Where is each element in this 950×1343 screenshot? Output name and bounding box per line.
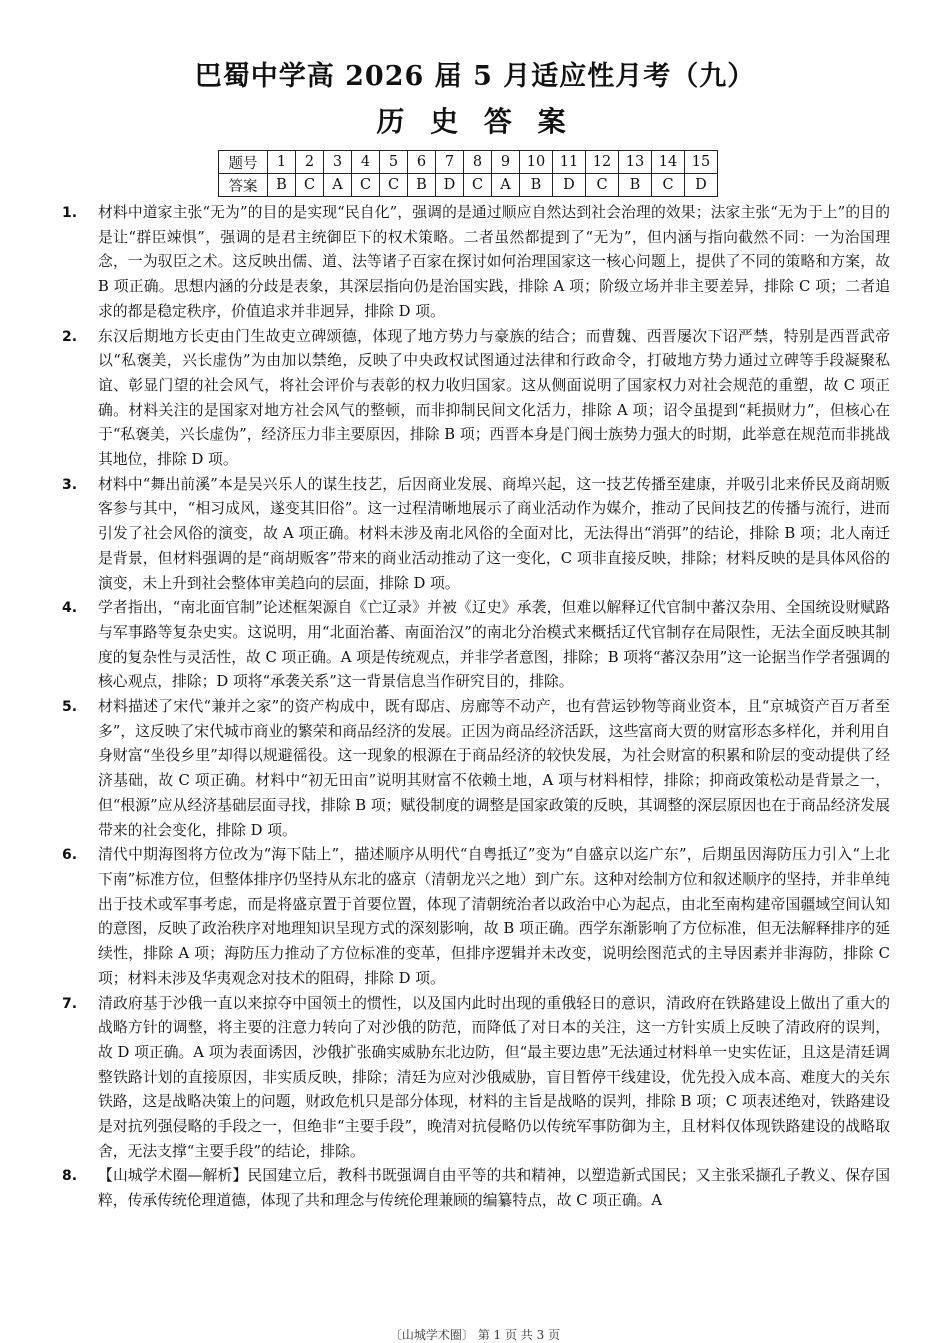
explanation-item [62,473,890,597]
question-number-cell: 3 [324,151,352,174]
answer-table-row-label: 题号 [219,151,268,174]
item-number: 7. [62,995,78,1012]
question-number-cell: 8 [464,151,492,174]
answer-table-answer-row [219,174,718,197]
item-number: 2. [62,328,78,345]
item-text: 清政府基于沙俄一直以来掠夺中国领土的惯性，以及国内此时出现的重俄轻日的意识，清政府在铁路建设上做出了重大的战略方针的调整，将主要的注意力转向了对沙俄的防范，而降低了对日本的关注，这一方针实质上反映了清政府的误判，故 D 项正确。A 项为表面诱因，沙俄扩张确实威胁东北边防，但“最主要边患”无法通过材料单一史实佐证，且这是清廷调整铁路计划的直接原因，非实质反映，排除；清廷为应对沙俄威胁，盲目暂停干线建设，优先投入成本高、难度大的关东铁路，这是战略决策上的问题，财政危机只是部分体现，材料的主旨是战略的误判，排除 B 项；C 项表述绝对，铁路建设是对抗列强侵略的手段之一，但绝非“主要手段”，晚清对抗侵略仍以传统军事防御为主，且材料仅体现铁路建设的战略取舍，无法支撑“主要手段”的结论，排除。 [98,994,890,1160]
item-number: 1. [62,205,78,221]
item-number: 5. [62,699,78,716]
question-number-cell: 2 [296,151,324,174]
item-text: 【山城学术圈—解析】民国建立后，教科书既强调自由平等的共和精神，以塑造新式国民；又主张采撷孔子教义、保存国粹，传承传统伦理道德，体现了共和理念与传统伦理兼顾的编纂特点，故 C 项正确。A [98,1167,890,1210]
explanation-item [62,596,890,695]
item-text: 材料中道家主张“无为”的目的是实现“民自化”，强调的是通过顺应自然达到社会治理的效果；法家主张“无为于上”的目的是让“群臣竦惧”，强调的是君主统御臣下的权术策略。二者虽然都提到了“无为”，但内涵与指向截然不同：一为治国理念，一为驭臣之术。这反映出儒、道、法等诸子百家在探讨如何治理国家这一核心问题上，提供了不同的策略和方案，故 B 项正确。思想内涵的分歧是表象，其深层指向仍是治国实践，排除 A 项；阶级立场并非主要差异，排除 C 项；二者追求的都是稳定秩序，价值追求并非迥异，排除 D 项。 [98,204,890,320]
item-number: 4. [62,600,78,617]
answer-cell: C [652,174,685,197]
answer-cell: C [380,174,408,197]
answer-cell: B [520,174,553,197]
page-title: 巴蜀中学高 2026 届 5 月适应性月考（九） [194,61,756,92]
question-number-cell: 1 [268,151,296,174]
question-number-cell: 14 [652,151,685,174]
answer-cell: C [352,174,380,197]
answer-cell: A [492,174,520,197]
question-number-cell: 13 [619,151,652,174]
answer-cell: B [619,174,652,197]
question-number-cell: 5 [380,151,408,174]
answer-table-number-row [219,151,718,174]
explanation-item [62,992,890,1165]
answer-table-row-label: 答案 [219,174,268,197]
question-number-cell: 7 [436,151,464,174]
answer-cell: D [436,174,464,197]
explanation-item [62,1164,890,1213]
question-number-cell: 12 [586,151,619,174]
item-text: 材料中“舞出前溪”本是吴兴乐人的谋生技艺，后因商业发展、商埠兴起，这一技艺传播至建康，并吸引北来侨民及商胡贩客参与其中，“相习成风，遂变其旧俗”。这一过程清晰地展示了商业活动作为媒介，推动了民间技艺的传播与流行，进而引发了社会风俗的演变，故 A 项正确。材料未涉及南北风俗的全面对比，无法得出“消弭”的结论，排除 B 项；北人南迁是背景，但材料强调的是“商胡贩客”带来的商业活动推动了这一变化，C 项非直接反映，排除；材料反映的是具体风俗的演变，未上升到社会整体审美趋向的层面，排除 D 项。 [98,475,890,592]
explanation-item [62,325,890,473]
item-text: 东汉后期地方长吏由门生故吏立碑颂德，体现了地方势力与豪族的结合；而曹魏、西晋屡次下诏严禁，特别是西晋武帝以“私褒美，兴长虚伪”为由加以禁绝，反映了中央政权试图通过法律和行政命令，打破地方势力通过立碑等手段凝聚私谊、彰显门望的社会风气，将社会评价与表彰的权力收归国家。这从侧面说明了国家权力对社会规范的重塑，故 C 项正确。材料关注的是国家对地方社会风气的整顿，而非抑制民间文化活力，排除 A 项；诏令虽提到“耗损财力”，但核心在于“私褒美，兴长虚伪”，经济压力非主要原因，排除 B 项；西晋本身是门阀士族势力强大的时期，此举意在规范而非挑战其地位，排除 D 项。 [98,327,890,469]
page-footer: 〔山城学术圈〕 第 1 页 共 3 页 [389,1328,561,1342]
item-number: 3. [62,476,78,493]
answer-cell: B [268,174,296,197]
answer-cell: C [586,174,619,197]
item-number: 6. [62,847,78,864]
answer-cell: D [685,174,718,197]
page-subtitle: 历 史 答 案 [376,105,574,138]
explanation-item [62,843,890,991]
answer-table [218,150,718,197]
question-number-cell: 6 [408,151,436,174]
question-number-cell: 10 [520,151,553,174]
answer-cell: C [464,174,492,197]
question-number-cell: 15 [685,151,718,174]
item-text: 学者指出，“南北面官制”论述框架源自《亡辽录》并被《辽史》承袭，但难以解释辽代官制中蕃汉杂用、全国统设财赋路与军事路等复杂史实。这说明，用“北面治蕃、南面治汉”的南北分治模式来概括辽代官制存在局限性，无法全面反映其制度的复杂性与灵活性，故 C 项正确。A 项是传统观点，并非学者意图，排除；B 项将“蕃汉杂用”这一论据当作学者强调的核心观点，排除；D 项将“承袭关系”这一背景信息当作研究目的，排除。 [98,599,890,691]
item-text: 材料描述了宋代“兼并之家”的资产构成中，既有邸店、房廊等不动产，也有营运钞物等商业资本，且“京城资产百万者至多”，这反映了宋代城市商业的繁荣和商品经济的发展。正因为商品经济活跃，这些富商大贾的财富形态多样化，并利用自身财富“坐役乡里”却得以规避徭役。这一现象的根源在于商品经济的较快发展，为社会财富的积累和阶层的变动提供了经济基础，故 C 项正确。材料中“初无田亩”说明其财富不依赖土地，A 项与材料相悖，排除；抑商政策松动是背景之一，但“根源”应从经济基础层面寻找，排除 B 项；赋役制度的调整是国家政策的反映，其调整的深层原因也在于商品经济发展带来的社会变化，排除 D 项。 [98,698,890,839]
item-text: 清代中期海图将方位改为“海下陆上”，描述顺序从明代“自粤抵辽”变为“自盛京以迄广东”，后期虽因海防压力引入“上北下南”标准方位，但整体排序仍坚持从东北的盛京（清朝龙兴之地）到广东。这种对绘制方位和叙述顺序的坚持，并非单纯出于技术或军事考虑，而是将盛京置于首要位置，体现了清朝统治者以政治中心为起点，由北至南构建帝国疆域空间认知的意图，反映了政治秩序对地理知识呈现方式的深刻影响，故 B 项正确。西学东渐影响了方位标准，但无法解释排序的延续性，排除 A 项；海防压力推动了方位标准的变革，但排序逻辑并未改变，说明绘图范式的主导因素并非海防，排除 C 项；材料未涉及华夷观念对技术的阻碍，排除 D 项。 [98,846,890,987]
answer-cell: B [408,174,436,197]
question-number-cell: 9 [492,151,520,174]
answer-cell: A [324,174,352,197]
question-number-cell: 11 [553,151,586,174]
question-number-cell: 4 [352,151,380,174]
answer-cell: D [553,174,586,197]
item-number: 8. [62,1168,78,1185]
answer-explanations [62,201,890,1214]
explanation-item [62,695,890,843]
answer-cell: C [296,174,324,197]
explanation-item [62,201,890,325]
